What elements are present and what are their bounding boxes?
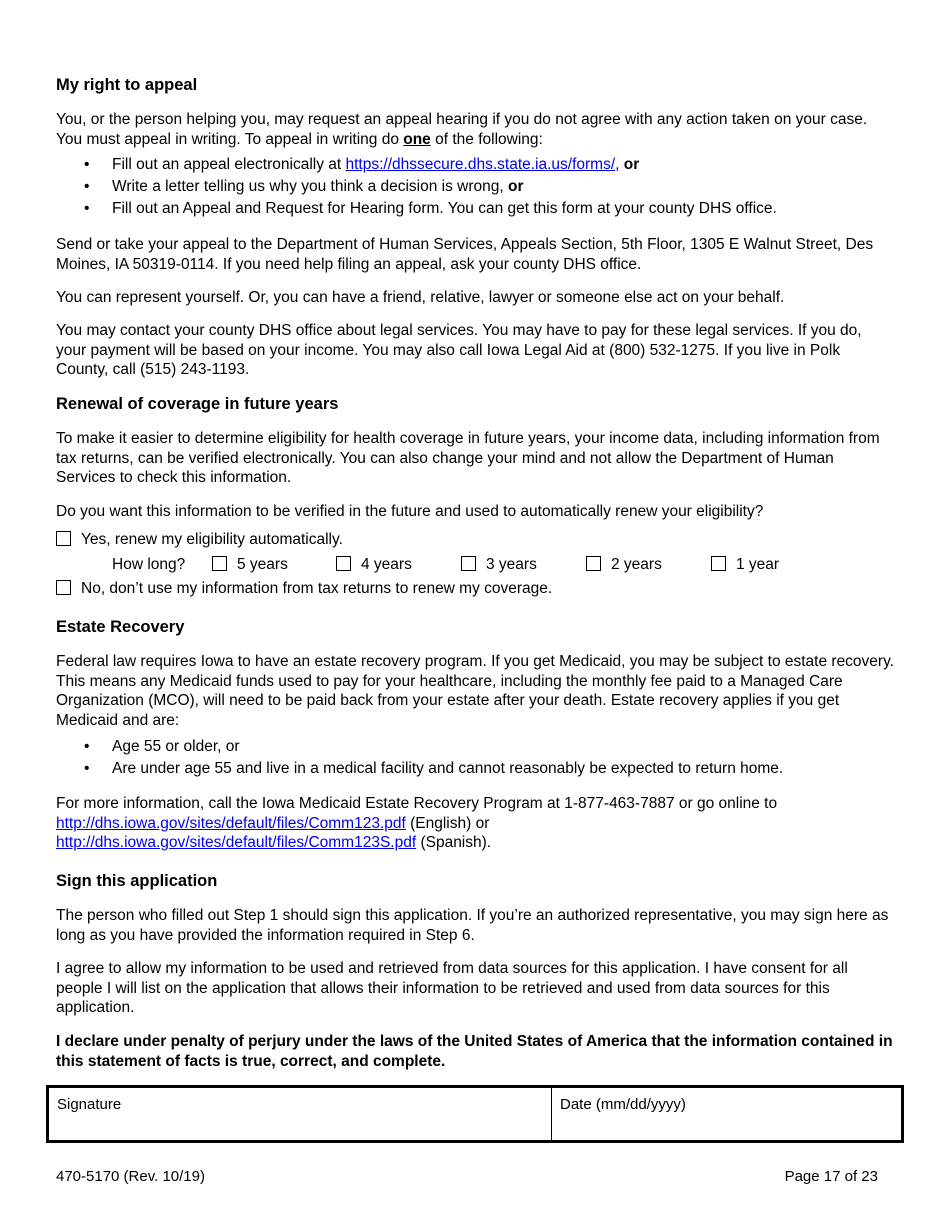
appeal-heading: My right to appeal <box>56 76 198 94</box>
date-label: Date (mm/dd/yyyy) <box>560 1096 686 1113</box>
appeal-represent-info: You can represent yourself. Or, you can have a friend, relative, lawyer or someone else act on your behalf. <box>56 289 785 306</box>
appeal-intro: You, or the person helping you, may request an appeal hearing if you do not agree with any action taken on your case. You must appeal in writing. To appeal in writing do one of the following: <box>56 111 868 148</box>
option-3-years[interactable]: 3 years <box>461 555 586 575</box>
date-field[interactable] <box>552 1088 901 1140</box>
option-1-year[interactable]: 1 year <box>711 555 779 575</box>
list-item: • Fill out an appeal electronically at https://dhssecure.dhs.state.ia.us/forms/, or <box>56 155 896 177</box>
estate-more-info: For more information, call the Iowa Medicaid Estate Recovery Program at 1-877-463-7887 or go online to http://dhs.iowa.gov/sites/default/files/Comm123.pdf (English) or http://dhs.iowa.gov/sites/default/files/Comm123S.pdf (Spanish). <box>56 795 778 851</box>
estate-conditions-list <box>56 737 896 781</box>
sign-declaration: I declare under penalty of perjury under the laws of the United States of America that the information contained in this statement of facts is true, correct, and complete. <box>56 1033 893 1070</box>
form-number: 470-5170 (Rev. 10/19) <box>56 1168 205 1185</box>
years-4-checkbox[interactable] <box>336 556 351 571</box>
renewal-duration-row <box>112 555 779 575</box>
appeal-legal-info: You may contact your county DHS office about legal services. You may have to pay for these legal services. If you do, your payment will be based on your income. You may also call Iowa Legal Aid at (800) 532-1275. If you live in Polk County, call (515) 243-1193. <box>56 322 862 378</box>
appeal-form-link[interactable]: https://dhssecure.dhs.state.ia.us/forms/ <box>345 156 616 173</box>
renewal-yes-checkbox[interactable] <box>56 531 71 546</box>
list-item: • Age 55 or older, or <box>56 737 896 759</box>
appeal-intro-emphasis: one <box>403 130 431 148</box>
sign-instructions: The person who filled out Step 1 should sign this application. If you’re an authorized representative, you may sign here as long as you have provided the information required in Step 6. <box>56 907 889 944</box>
years-2-checkbox[interactable] <box>586 556 601 571</box>
page-number: Page 17 of 23 <box>784 1168 878 1185</box>
list-item: • Write a letter telling us why you think a decision is wrong, or <box>56 177 896 199</box>
years-3-checkbox[interactable] <box>461 556 476 571</box>
estate-intro: Federal law requires Iowa to have an estate recovery program. If you get Medicaid, you may be subject to estate recovery. This means any Medicaid funds used to pay for your healthcare, including the monthly fee paid to a Managed Care Organization (MCO), will need to be paid back from your estate after your death. Estate recovery applies if you get Medicaid and are: <box>56 653 894 729</box>
signature-field[interactable] <box>49 1088 552 1140</box>
renewal-no-checkbox[interactable] <box>56 580 71 595</box>
option-2-years[interactable]: 2 years <box>586 555 711 575</box>
estate-english-link[interactable]: http://dhs.iowa.gov/sites/default/files/Comm123.pdf <box>56 814 406 832</box>
years-1-checkbox[interactable] <box>711 556 726 571</box>
estate-spanish-link[interactable]: http://dhs.iowa.gov/sites/default/files/Comm123S.pdf <box>56 834 417 851</box>
renewal-yes-option[interactable]: Yes, renew my eligibility automatically. <box>56 530 343 550</box>
estate-heading: Estate Recovery <box>56 618 185 636</box>
how-long-label: How long? <box>112 556 186 573</box>
renewal-heading: Renewal of coverage in future years <box>56 395 339 413</box>
option-4-years[interactable]: 4 years <box>336 555 461 575</box>
years-5-checkbox[interactable] <box>212 556 227 571</box>
sign-heading: Sign this application <box>56 872 218 890</box>
appeal-options-list <box>56 155 896 221</box>
signature-label: Signature <box>57 1096 122 1113</box>
option-5-years[interactable]: 5 years <box>212 555 336 575</box>
list-item: • Fill out an Appeal and Request for Hearing form. You can get this form at your county DHS office. <box>56 199 896 221</box>
sign-consent: I agree to allow my information to be used and retrieved from data sources for this application. I have consent for all people I will list on the application that allows their information to be retrieved and used from data sources for this application. <box>56 960 848 1016</box>
renewal-intro: To make it easier to determine eligibility for health coverage in future years, your income data, including information from tax returns, can be verified electronically. You can also change your mind and not allow the Department of Human Services to check this information. <box>56 430 880 486</box>
signature-table <box>46 1085 904 1143</box>
list-item: • Are under age 55 and live in a medical facility and cannot reasonably be expected to return home. <box>56 759 896 781</box>
renewal-no-option[interactable]: No, don’t use my information from tax returns to renew my coverage. <box>56 579 552 599</box>
appeal-send-info: Send or take your appeal to the Department of Human Services, Appeals Section, 5th Floor, 1305 E Walnut Street, Des Moines, IA 50319-0114. If you need help filing an appeal, ask your county DHS office. <box>56 236 874 273</box>
renewal-question: Do you want this information to be verified in the future and used to automatically renew your eligibility? <box>56 503 764 520</box>
